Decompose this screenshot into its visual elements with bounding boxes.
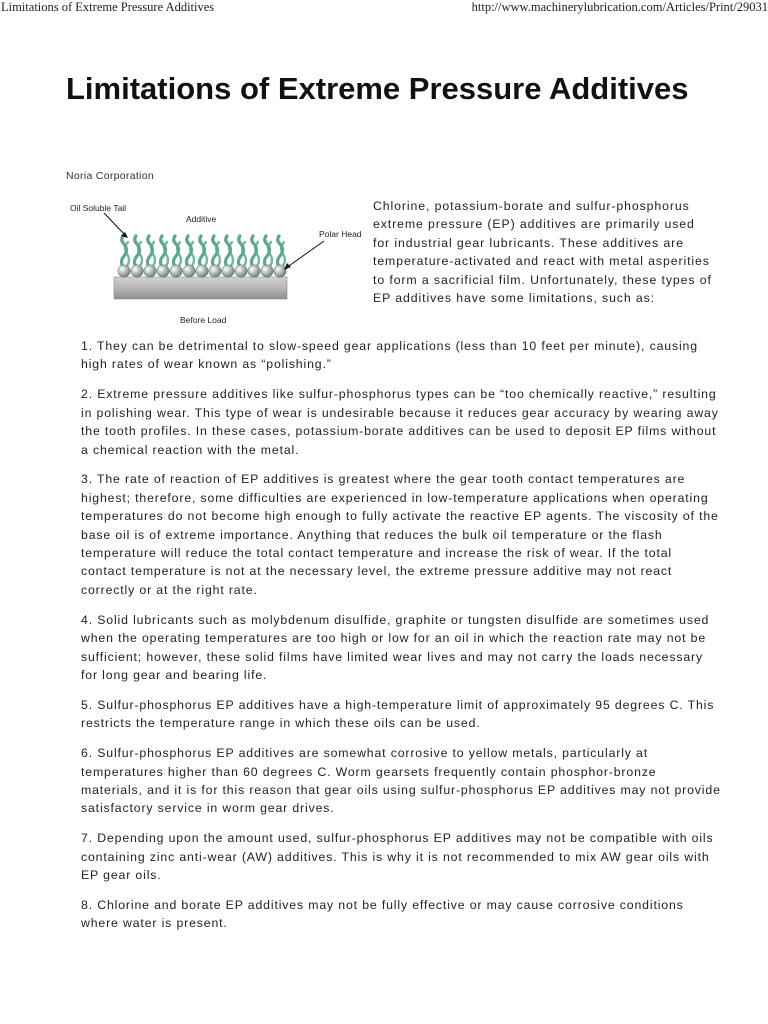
additive-molecules xyxy=(118,236,286,277)
polar-head xyxy=(183,265,195,277)
limitation-item: 2. Extreme pressure additives like sulfur-phosphorus types can be “too chemically reactive,” resulting in polishing wear. This type of wear is undesirable because it reduces gear accuracy by wearing away the tooth profiles. In these cases, potassium-borate additives can be used to deposit EP films without a chemical reaction with the metal. xyxy=(81,387,719,457)
molecule-tail xyxy=(281,242,285,266)
ep-additive-figure xyxy=(66,196,366,330)
molecule-tail xyxy=(229,242,233,266)
label-additive: Additive xyxy=(186,214,217,224)
polar-head xyxy=(157,265,169,277)
polar-head xyxy=(170,265,182,277)
limitations-list xyxy=(81,337,721,944)
metal-surface xyxy=(114,277,287,299)
ep-additive-diagram xyxy=(66,196,366,330)
polar-head xyxy=(209,265,221,277)
molecule-tail xyxy=(255,242,259,266)
molecule-tail xyxy=(203,242,207,266)
article-author: Noria Corporation xyxy=(66,170,154,182)
print-header-url[interactable]: http://www.machinerylubrication.com/Articles/Print/29031 xyxy=(471,0,768,14)
molecule-tail xyxy=(151,242,155,266)
polar-head xyxy=(261,265,273,277)
polar-head xyxy=(248,265,260,277)
limitation-item: 8. Chlorine and borate EP additives may not be fully effective or may cause corrosive conditions where water is present. xyxy=(81,898,684,931)
print-header xyxy=(0,0,768,16)
limitation-item: 6. Sulfur-phosphorus EP additives are somewhat corrosive to yellow metals, particularly at temperatures higher than 60 degrees C. Worm gearsets frequently contain phosphor-bronze materials, and it is for this reason that gear oils using sulfur-phosphorus EP additives may not provide satisfactory service in worm gear drives. xyxy=(81,746,721,816)
limitation-item: 5. Sulfur-phosphorus EP additives have a high-temperature limit of approximately 95 degrees C. This restricts the temperature range in which these oils can be used. xyxy=(81,697,715,731)
label-oil-soluble-tail: Oil Soluble Tail xyxy=(70,203,127,213)
molecule-tail xyxy=(138,242,142,266)
limitation-item: 1. They can be detrimental to slow-speed gear applications (less than 10 feet per minute), causing high rates of wear known as “polishing.” xyxy=(81,339,698,372)
molecule-tail xyxy=(268,242,272,266)
molecule-tail xyxy=(216,242,220,266)
molecule-tail xyxy=(177,242,181,266)
limitation-item: 7. Depending upon the amount used, sulfur-phosphorus EP additives may not be compatible with oils containing zinc anti-wear (AW) additives. This is why it is not recommended to mix AW gear oils with EP gear oils. xyxy=(81,831,714,883)
molecule-tail xyxy=(164,242,168,266)
polar-head xyxy=(222,265,234,277)
molecule-tail xyxy=(125,242,129,266)
article-title: Limitations of Extreme Pressure Additives xyxy=(66,71,689,106)
arrow-polar-head xyxy=(286,241,324,268)
label-polar-head: Polar Head xyxy=(319,229,362,239)
intro-paragraph: Chlorine, potassium-borate and sulfur-phosphorus extreme pressure (EP) additives are primarily used for industrial gear lubricants. These additives are temperature-activated and react with metal asperities to form a sacrificial film. Unfortunately, these types of EP additives have some limitations, such as: xyxy=(373,199,712,306)
polar-head xyxy=(274,265,286,277)
polar-head xyxy=(235,265,247,277)
label-before-load: Before Load xyxy=(180,315,227,325)
arrow-oil-tail xyxy=(104,213,126,236)
limitation-item: 4. Solid lubricants such as molybdenum disulfide, graphite or tungsten disulfide are sometimes used when the operating temperatures are too high or low for an oil in which the reaction rate may not be sufficient; however, these solid films have limited wear lives and may not carry the loads necessary for long gear and bearing life. xyxy=(81,612,710,682)
polar-head xyxy=(118,265,130,277)
polar-head xyxy=(196,265,208,277)
polar-head xyxy=(131,265,143,277)
print-header-title: Limitations of Extreme Pressure Additives xyxy=(1,0,215,14)
molecule-tail xyxy=(242,242,246,266)
molecule-tail xyxy=(190,242,194,266)
polar-head xyxy=(144,265,156,277)
limitation-item: 3. The rate of reaction of EP additives is greatest where the gear tooth contact temperatures are highest; therefore, some difficulties are experienced in low-temperature applications when operating temperatures do not become high enough to fully activate the reactive EP agents. The viscosity of the base oil is of extreme importance. Anything that reduces the bulk oil temperature or the flash temperature will reduce the total contact temperature and increase the risk of wear. If the total contact temperature is not at the necessary level, the extreme pressure additive may not react correctly or at the right rate. xyxy=(81,472,719,597)
